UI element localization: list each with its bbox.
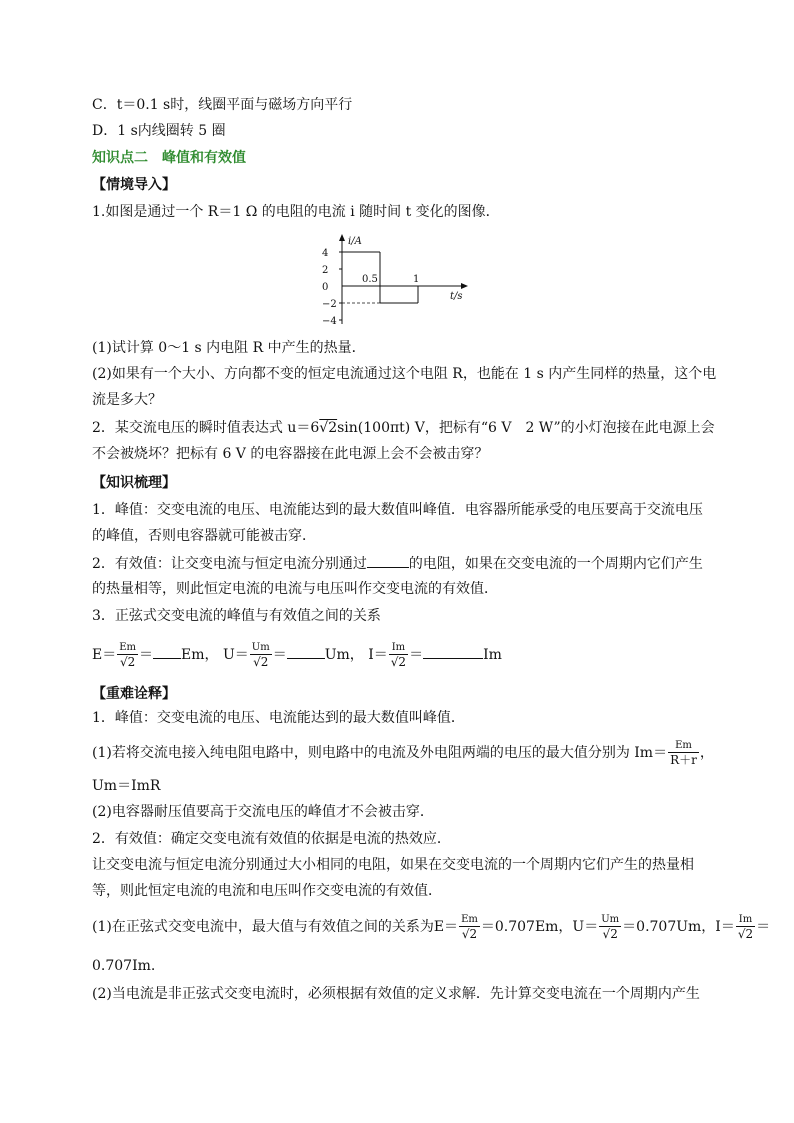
knowledge-heading: 【知识梳理】	[92, 475, 176, 491]
frac-u2-den: √2	[602, 926, 618, 941]
section-title: 知识点二 峰值和有效值	[92, 150, 246, 166]
knowledge-3: 3．正弦式交变电流的峰值与有效值之间的关系	[92, 608, 381, 624]
frac-i-den: √2	[390, 654, 407, 669]
y-tick-label: 4	[322, 248, 329, 259]
frac-i-num: Im	[389, 642, 408, 655]
formula-um-tail: Um，	[324, 647, 364, 663]
blank-u	[287, 644, 325, 659]
formula-u-label: U＝	[222, 647, 249, 663]
key-2-e-tail: ＝0.707Em，U＝	[480, 919, 599, 935]
option-d: D．1 s内线圈转 5 圈	[92, 123, 226, 139]
key-2-line-3: 等，则此恒定电流的电流和电压叫作交变电流的有效值．	[92, 883, 442, 899]
option-c: C．t＝0.1 s时，线圈平面与磁场方向平行	[92, 97, 353, 113]
frac-im-den: R＋r	[670, 752, 697, 767]
key-1: 1．峰值：交变电流的电压、电流能达到的最大数值叫峰值．	[92, 710, 465, 726]
eq-3: ＝	[409, 647, 424, 663]
question-2-line-2: 不会被烧坏？把标有 6 V 的电容器接在此电源上会不会被击穿？	[92, 446, 489, 462]
key-2-part-1	[92, 912, 770, 942]
frac-e2-den: √2	[461, 926, 478, 941]
frac-u-den: √2	[253, 654, 269, 669]
frac-u2	[599, 914, 621, 941]
current-time-chart	[320, 232, 470, 332]
frac-e	[117, 642, 138, 669]
frac-im	[668, 740, 699, 767]
blank-1	[367, 553, 409, 568]
x-tick-label: 1	[413, 274, 420, 285]
question-1-part-1: (1)试计算 0～1 s 内电阻 R 中产生的热量．	[92, 340, 366, 356]
frac-e-num: Em	[119, 641, 137, 653]
key-1-part-1	[92, 738, 714, 768]
frac-i2-num: Im	[736, 914, 755, 927]
q2-text-post: sin(100πt) V，把标有“6 V 2 W”的小灯泡接在此电源上会	[337, 420, 715, 436]
key-2-u-tail: ＝0.707Um，I＝	[622, 919, 735, 935]
y-axis-arrow	[339, 234, 345, 241]
x-tick-label: 0.5	[362, 274, 378, 285]
key-1-part-2: (2)电容器耐压值要高于交流电压的峰值才不会被击穿．	[92, 804, 434, 820]
key-2-part-1-end: 0.707Im.	[92, 958, 156, 974]
eq-1: ＝	[139, 647, 154, 663]
key-heading: 【重难诠释】	[92, 686, 176, 702]
peak-effective-formula	[92, 640, 502, 670]
frac-u-num: Um	[251, 641, 270, 653]
frac-im-num: Em	[668, 740, 699, 753]
blank-e	[153, 644, 181, 659]
frac-u2-num: Um	[601, 913, 620, 925]
key-1-part-1-um: Um＝ImR	[92, 778, 161, 794]
frac-i2-den: √2	[737, 926, 754, 941]
formula-im-tail: Im	[483, 647, 502, 663]
key-2: 2．有效值：确定交变电流有效值的依据是电流的热效应．	[92, 831, 451, 847]
y-tick-label: −4	[322, 316, 337, 327]
key-2-part-2: (2)当电流是非正弦式交变电流时，必须根据有效值的定义求解．先计算交变电流在一个周期内产生	[92, 986, 700, 1002]
formula-e-label: E＝	[92, 647, 117, 663]
knowledge-2-line-2: 的热量相等，则此恒定电流的电流与电压叫作交变电流的有效值．	[92, 581, 498, 597]
y-tick-label: −2	[322, 299, 337, 310]
y-tick-label: 0	[322, 282, 329, 293]
intro-heading: 【情境导入】	[92, 177, 176, 193]
question-1-part-2-line-1: (2)如果有一个大小、方向都不变的恒定电流通过这个电阻 R，也能在 1 s 内产生同样的热量，这个电	[92, 366, 717, 382]
frac-e-den: √2	[119, 654, 136, 669]
q2-text-pre: 2．某交流电压的瞬时值表达式 u＝6	[92, 420, 320, 436]
eq-2: ＝	[272, 647, 287, 663]
formula-em-tail: Em，	[181, 647, 219, 663]
x-axis-label: t/s	[450, 291, 463, 302]
question-2-line-1	[92, 418, 715, 438]
frac-i2	[736, 914, 755, 941]
x-axis-arrow	[461, 283, 468, 289]
frac-e2-num: Em	[461, 913, 478, 925]
sqrt-two: √2	[319, 420, 338, 436]
knowledge-2-line-1	[92, 553, 703, 574]
y-tick-label: 2	[322, 265, 329, 276]
knowledge-2-pre: 2．有效值：让交变电流与恒定电流分别通过	[92, 556, 367, 572]
key-1-comma: ，	[699, 745, 714, 761]
frac-e2	[459, 914, 480, 941]
frac-u	[250, 642, 272, 669]
knowledge-1-line-2: 的峰值，否则电容器就可能被击穿．	[92, 528, 316, 544]
y-axis-label: i/A	[348, 236, 362, 247]
key-2-line-2: 让交变电流与恒定电流分别通过大小相同的电阻，如果在交变电流的一个周期内它们产生的热量相	[92, 857, 694, 873]
formula-i-label: I＝	[368, 647, 388, 663]
key-1-part-1-text: (1)若将交流电接入纯电阻电路中，则电路中的电流及外电阻两端的电压的最大值分别为 Im＝	[92, 745, 668, 761]
knowledge-2-post: 的电阻，如果在交变电流的一个周期内它们产生	[408, 556, 703, 572]
frac-i	[389, 642, 408, 669]
blank-i	[423, 644, 483, 659]
question-1: 1.如图是通过一个 R＝1 Ω 的电阻的电流 i 随时间 t 变化的图像．	[92, 204, 500, 220]
key-2-i-tail: ＝	[756, 919, 771, 935]
question-1-part-2-line-2: 流是多大？	[92, 392, 162, 408]
knowledge-1-line-1: 1．峰值：交变电流的电压、电流能达到的最大数值叫峰值．电容器所能承受的电压要高于交流电压	[92, 502, 703, 518]
key-2-part-1-pre: (1)在正弦式交变电流中，最大值与有效值之间的关系为E＝	[92, 919, 459, 935]
